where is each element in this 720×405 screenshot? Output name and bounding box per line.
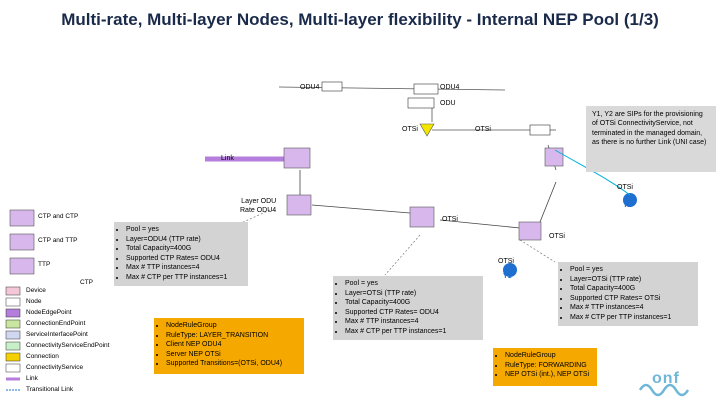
callout-pool-otsi-right	[558, 262, 698, 326]
rule-right-line: • NEP OTSi (int.), NEP OTSi	[505, 370, 593, 380]
label-layer-rate: Layer ODU Rate ODU4	[240, 198, 277, 214]
label-odu4-left: ODU4	[300, 84, 320, 91]
port-upper-right	[545, 148, 563, 166]
callout-left-line: • Max # TTP instances=4	[126, 263, 244, 273]
otsi-triangle	[420, 124, 434, 136]
legend-ctp: CTP	[80, 279, 93, 286]
callout-right-line: • Max # TTP instances=4	[570, 303, 694, 313]
legend-item: ConnectivityService	[26, 364, 84, 371]
label-otsi-right2: OTSi	[549, 233, 565, 240]
callout-right-line: • Supported CTP Rates= OTSi	[570, 294, 694, 304]
rule-group-layer-transition	[154, 318, 304, 374]
callout-pool-odu4	[114, 222, 248, 286]
callout-mid-line: • Pool = yes	[345, 279, 479, 289]
callout-left-line: • Supported CTP Rates= ODU4	[126, 254, 244, 264]
callout-pool-otsi-mid	[333, 276, 483, 340]
callout-mid-line: • Max # CTP per TTP instances=1	[345, 327, 479, 337]
rule-left-line: • Client NEP ODU4	[166, 340, 300, 350]
sip-y1-label: Y1	[503, 273, 512, 280]
callout-right-line: • Pool = yes	[570, 265, 694, 275]
callout-left-line: • Layer=ODU4 (TTP rate)	[126, 235, 244, 245]
legend-ttp: TTP	[38, 261, 51, 268]
callout-mid-line: • Max # TTP instances=4	[345, 317, 479, 327]
rule-group-forwarding	[493, 348, 597, 386]
legend-item: Node	[26, 298, 42, 305]
rule-left-line: • NodeRuleGroup	[166, 321, 300, 331]
rule-left-line: • Server NEP OTSi	[166, 350, 300, 360]
callout-left-line: • Total Capacity=400G	[126, 244, 244, 254]
legend-item: Transitional Link	[26, 386, 74, 393]
label-odu: ODU	[440, 100, 456, 107]
legend-ctp-and-ttp: CTP and TTP	[38, 237, 78, 244]
callout-right-line: • Total Capacity=400G	[570, 284, 694, 294]
callout-mid-line: • Total Capacity=400G	[345, 298, 479, 308]
onf-logo: onf	[652, 370, 680, 387]
port-layer-odu	[287, 195, 311, 215]
legend-item: ConnectionEndPoint	[26, 320, 86, 327]
legend-item: Connection	[26, 353, 59, 360]
callout-left-line: • Max # CTP per TTP instances=1	[126, 273, 244, 283]
otsi-right-cep	[530, 125, 550, 135]
page-title: Multi-rate, Multi-layer Nodes, Multi-layer flexibility - Internal NEP Pool (1/3)	[61, 10, 659, 29]
label-otsi-y1: OTSi	[498, 258, 514, 265]
legend-item: Link	[26, 375, 38, 382]
callout-left-line: • Pool = yes	[126, 225, 244, 235]
legend-item: Device	[26, 287, 46, 294]
odu4-right-cep	[414, 84, 438, 94]
note-y1-y2: Y1, Y2 are SIPs for the provisioning of OTSi ConnectivityService, not terminated in the managed domain, as there is no further Link (UNI case)	[586, 106, 716, 172]
callout-mid-line: • Layer=OTSi (TTP rate)	[345, 289, 479, 299]
label-odu4-right: ODU4	[440, 84, 460, 91]
label-link: Link	[221, 155, 234, 162]
port-otsi-mid	[410, 207, 434, 227]
rule-left-line: • RuleType: LAYER_TRANSITION	[166, 331, 300, 341]
odu-cep	[408, 98, 434, 108]
sip-y2-label: Y2	[623, 202, 632, 209]
odu4-left-cep	[322, 82, 342, 91]
legend-item: ServiceInterfacePoint	[26, 331, 88, 338]
callout-right-line: • Max # CTP per TTP instances=1	[570, 313, 694, 323]
legend-item: NodeEdgePoint	[26, 309, 72, 316]
legend-ctp-and-ctp: CTP and CTP	[38, 213, 79, 220]
rule-right-line: • NodeRuleGroup	[505, 351, 593, 361]
port-otsi-right	[519, 222, 541, 240]
label-otsi-right1: OTSi	[617, 184, 633, 191]
legend-item: ConnectivityServiceEndPoint	[26, 342, 110, 349]
callout-mid-line: • Supported CTP Rates= ODU4	[345, 308, 479, 318]
callout-right-line: • Layer=OTSi (TTP rate)	[570, 275, 694, 285]
rule-left-line: • Supported Transitions=(OTSi, ODU4)	[166, 359, 300, 369]
node-ports	[284, 148, 563, 240]
label-otsi-top: OTSi	[402, 126, 418, 133]
rule-right-line: • RuleType: FORWARDING	[505, 361, 593, 371]
label-otsi-mid: OTSi	[442, 216, 458, 223]
label-otsi-link: OTSi	[475, 126, 491, 133]
port-upper-left	[284, 148, 310, 168]
